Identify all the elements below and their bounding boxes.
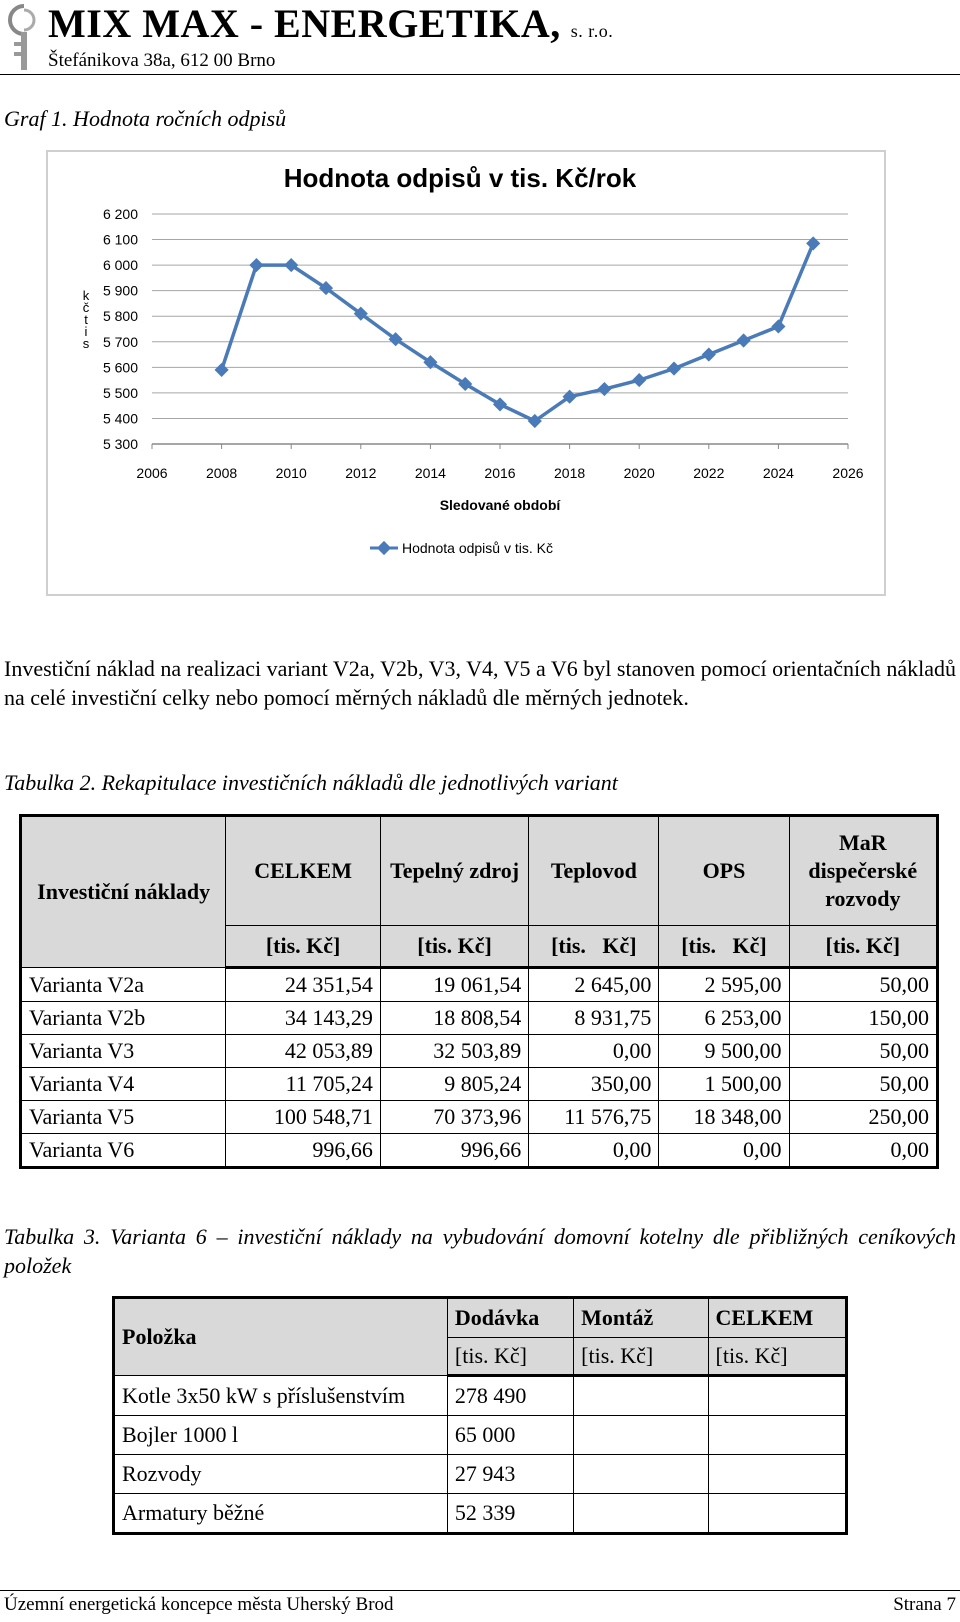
x-axis-label: Sledované období bbox=[439, 497, 561, 513]
table-row bbox=[21, 1101, 938, 1134]
cell-value bbox=[574, 1376, 708, 1416]
table2-col-teplovod: Teplovod bbox=[529, 816, 659, 926]
y-axis-label-char: č bbox=[82, 300, 90, 315]
cell-value: 18 808,54 bbox=[380, 1002, 528, 1035]
cell-value: 250,00 bbox=[789, 1101, 937, 1134]
x-tick-label: 2012 bbox=[345, 465, 377, 481]
cell-value: 0,00 bbox=[789, 1134, 937, 1168]
cell-value: 27 943 bbox=[447, 1455, 573, 1494]
cell-value: 8 931,75 bbox=[529, 1002, 659, 1035]
y-tick-label: 5 900 bbox=[102, 282, 138, 299]
cell-value: 52 339 bbox=[447, 1494, 573, 1534]
body-paragraph: Investiční náklad na realizaci variant V2a, V2b, V3, V4, V5 a V6 byl stanoven pomocí orientačních nákladů na celé investiční celky nebo pomocí měrných nákladů dle měrných jednotek. bbox=[4, 656, 956, 710]
cell-value: 2 595,00 bbox=[659, 968, 789, 1002]
table3-corner-header: Položka bbox=[114, 1298, 448, 1376]
table-row bbox=[114, 1455, 847, 1494]
data-point bbox=[806, 236, 820, 250]
cell-value: 50,00 bbox=[789, 1068, 937, 1101]
table-row bbox=[21, 1068, 938, 1101]
legend-label: Hodnota odpisů v tis. Kč bbox=[402, 540, 553, 556]
company-logo bbox=[4, 2, 44, 74]
row-label: Varianta V5 bbox=[21, 1101, 226, 1134]
row-label: Kotle 3x50 kW s příslušenstvím bbox=[114, 1376, 448, 1416]
cell-value bbox=[708, 1376, 846, 1416]
cell-value: 32 503,89 bbox=[380, 1035, 528, 1068]
data-point bbox=[702, 347, 716, 361]
y-tick-label: 6 200 bbox=[102, 206, 138, 222]
row-label: Varianta V2a bbox=[21, 968, 226, 1002]
cell-value: 65 000 bbox=[447, 1416, 573, 1455]
table3-col-celkem: CELKEM bbox=[708, 1298, 846, 1338]
company-name: MIX MAX - ENERGETIKA, s. r.o. bbox=[48, 1, 614, 46]
cell-value: 2 645,00 bbox=[529, 968, 659, 1002]
y-tick-label: 6 100 bbox=[102, 231, 138, 248]
cell-value: 70 373,96 bbox=[380, 1101, 528, 1134]
cell-value: 996,66 bbox=[226, 1134, 381, 1168]
data-point bbox=[737, 333, 751, 347]
chart-legend bbox=[370, 540, 553, 556]
chart-title: Hodnota odpisů v tis. Kč/rok bbox=[283, 163, 637, 193]
row-label: Armatury běžné bbox=[114, 1494, 448, 1534]
y-tick-label: 5 500 bbox=[102, 384, 138, 401]
footer-rule bbox=[0, 1590, 960, 1591]
table2-unit: [tis. Kč] bbox=[226, 926, 381, 968]
cell-value: 1 500,00 bbox=[659, 1068, 789, 1101]
y-axis-label-char: i bbox=[84, 324, 88, 339]
cell-value: 50,00 bbox=[789, 1035, 937, 1068]
table-row bbox=[114, 1416, 847, 1455]
y-tick-label: 5 600 bbox=[102, 359, 138, 376]
series-line bbox=[222, 243, 814, 421]
table3-col-dodavka: Dodávka bbox=[447, 1298, 573, 1338]
table2-col-ops: OPS bbox=[659, 816, 789, 926]
cell-value: 24 351,54 bbox=[226, 968, 381, 1002]
y-tick-label: 5 400 bbox=[102, 410, 138, 427]
data-point bbox=[597, 382, 611, 396]
footer-document-title: Územní energetická koncepce města Uherský Brod bbox=[4, 1594, 394, 1615]
cell-value: 150,00 bbox=[789, 1002, 937, 1035]
table2-col-mar: MaR dispečerské rozvody bbox=[789, 816, 937, 926]
cell-value: 6 253,00 bbox=[659, 1002, 789, 1035]
y-axis-label bbox=[83, 288, 90, 351]
table3-unit: [tis. Kč] bbox=[708, 1338, 846, 1376]
cell-value: 100 548,71 bbox=[226, 1101, 381, 1134]
cell-value bbox=[708, 1494, 846, 1534]
table2-caption: Tabulka 2. Rekapitulace investičních nákladů dle jednotlivých variant bbox=[4, 770, 618, 795]
cell-value: 50,00 bbox=[789, 968, 937, 1002]
cell-value: 278 490 bbox=[447, 1376, 573, 1416]
cell-value bbox=[574, 1494, 708, 1534]
table-row bbox=[21, 1002, 938, 1035]
cell-value bbox=[574, 1416, 708, 1455]
cell-value: 350,00 bbox=[529, 1068, 659, 1101]
company-address: Štefánikova 38a, 612 00 Brno bbox=[48, 50, 276, 71]
footer-page-number: Strana 7 bbox=[893, 1594, 956, 1615]
cell-value bbox=[708, 1416, 846, 1455]
x-tick-label: 2016 bbox=[484, 465, 516, 481]
cell-value: 996,66 bbox=[380, 1134, 528, 1168]
table2-unit: [tis. Kč] bbox=[380, 926, 528, 968]
x-tick-label: 2018 bbox=[554, 465, 586, 481]
table3-unit: [tis. Kč] bbox=[574, 1338, 708, 1376]
table-row bbox=[114, 1376, 847, 1416]
x-tick-label: 2006 bbox=[136, 465, 168, 481]
cell-value: 0,00 bbox=[659, 1134, 789, 1168]
investment-costs-table bbox=[19, 814, 939, 1169]
cell-value: 0,00 bbox=[529, 1134, 659, 1168]
cell-value: 11 705,24 bbox=[226, 1068, 381, 1101]
row-label: Varianta V4 bbox=[21, 1068, 226, 1101]
table2-unit: [tis. Kč] bbox=[659, 926, 789, 968]
row-label: Rozvody bbox=[114, 1455, 448, 1494]
header-rule bbox=[0, 74, 960, 75]
cell-value: 19 061,54 bbox=[380, 968, 528, 1002]
data-point bbox=[667, 362, 681, 376]
x-tick-label: 2014 bbox=[414, 465, 446, 481]
depreciation-chart bbox=[46, 150, 886, 596]
table2-unit: [tis. Kč] bbox=[529, 926, 659, 968]
y-axis-label-char: t bbox=[84, 312, 88, 327]
data-point bbox=[771, 319, 785, 333]
cell-value: 42 053,89 bbox=[226, 1035, 381, 1068]
data-point bbox=[215, 363, 229, 377]
table2-corner-header: Investiční náklady bbox=[21, 816, 226, 968]
data-point bbox=[493, 397, 507, 411]
cell-value: 34 143,29 bbox=[226, 1002, 381, 1035]
cell-value: 18 348,00 bbox=[659, 1101, 789, 1134]
y-tick-label: 5 800 bbox=[102, 308, 138, 325]
cell-value bbox=[708, 1455, 846, 1494]
row-label: Varianta V3 bbox=[21, 1035, 226, 1068]
y-axis-label-char: k bbox=[82, 288, 90, 303]
cell-value: 9 805,24 bbox=[380, 1068, 528, 1101]
boiler-room-costs-table bbox=[112, 1296, 848, 1535]
company-suffix: s. r.o. bbox=[570, 21, 614, 41]
cell-value: 9 500,00 bbox=[659, 1035, 789, 1068]
x-tick-label: 2022 bbox=[693, 465, 725, 481]
x-tick-label: 2024 bbox=[762, 465, 794, 481]
legend-marker bbox=[377, 541, 391, 555]
table-row bbox=[21, 968, 938, 1002]
table3-col-montaz: Montáž bbox=[574, 1298, 708, 1338]
cell-value bbox=[574, 1455, 708, 1494]
x-tick-label: 2020 bbox=[623, 465, 655, 481]
x-tick-label: 2026 bbox=[832, 465, 864, 481]
table-row bbox=[21, 1035, 938, 1068]
row-label: Varianta V6 bbox=[21, 1134, 226, 1168]
table-row bbox=[114, 1494, 847, 1534]
cell-value: 11 576,75 bbox=[529, 1101, 659, 1134]
y-tick-label: 5 700 bbox=[102, 333, 138, 350]
data-point bbox=[249, 258, 263, 272]
row-label: Bojler 1000 l bbox=[114, 1416, 448, 1455]
table-row bbox=[21, 1134, 938, 1168]
y-tick-label: 5 300 bbox=[102, 436, 138, 452]
data-point bbox=[632, 373, 646, 387]
table2-col-celkem: CELKEM bbox=[226, 816, 381, 926]
table2-unit: [tis. Kč] bbox=[789, 926, 937, 968]
cell-value: 0,00 bbox=[529, 1035, 659, 1068]
x-tick-label: 2010 bbox=[275, 465, 307, 481]
table2-col-tepelny-zdroj: Tepelný zdroj bbox=[380, 816, 528, 926]
x-tick-label: 2008 bbox=[206, 465, 238, 481]
y-axis-label-char: s bbox=[82, 336, 90, 351]
table3-caption: Tabulka 3. Varianta 6 – investiční náklady na vybudování domovní kotelny dle přibližných ceníkových položek bbox=[4, 1224, 956, 1278]
table3-unit: [tis. Kč] bbox=[447, 1338, 573, 1376]
row-label: Varianta V2b bbox=[21, 1002, 226, 1035]
graph-caption: Graf 1. Hodnota ročních odpisů bbox=[4, 106, 287, 131]
y-tick-label: 6 000 bbox=[102, 257, 138, 274]
